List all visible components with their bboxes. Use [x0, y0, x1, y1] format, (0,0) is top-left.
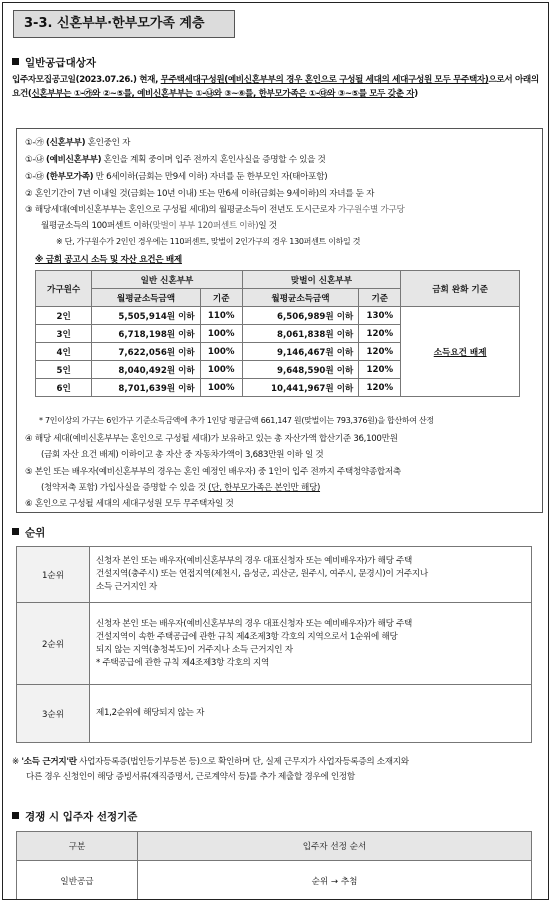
text-span: '소득 근거지'란 — [21, 757, 77, 767]
text-span: (맞벌이 부부 120퍼센트 이하) — [149, 221, 259, 231]
text-span: 월평균소득의 100퍼센트 이하 — [41, 221, 150, 231]
table-row — [17, 861, 532, 901]
text-span: ①-㉰ — [25, 172, 46, 182]
section-header — [13, 10, 235, 38]
intro-end: ) — [414, 89, 418, 99]
text-span: 사업자등록증(법인등기부등본 등)으로 확인하며 단, 실제 근무지가 사업자등록증의 소재지와 — [76, 757, 409, 767]
cell-single-amount: 5,505,914원 이하 — [92, 307, 200, 325]
cell-dual-pct: 130% — [359, 307, 401, 325]
cell-category: 일반공급 — [17, 861, 138, 901]
cell-members: 3인 — [36, 325, 92, 343]
cell-members: 6인 — [36, 379, 92, 397]
rank-table — [16, 546, 532, 743]
text-span: 건설지역이 속한 주택공급에 관한 규칙 제4조제3항 각호의 지역으로서 1순위에 해당 — [96, 631, 398, 642]
income-base-note — [12, 755, 546, 785]
req-marriage-period: ② 혼인기간이 7년 이내일 것(금회는 10년 이내) 또는 만6세 이하(금회는 9세이하)의 자녀를 둔 자 — [25, 189, 375, 199]
section-header-title: 3-3. 신혼부부·한부모가족 계층 — [24, 16, 205, 31]
rank-description — [90, 685, 532, 743]
rank-label: 1순위 — [17, 547, 90, 603]
req-income-line1 — [25, 203, 404, 215]
cell-single-pct: 100% — [200, 379, 242, 397]
table-row — [17, 685, 532, 743]
intro-homeless: 무주택세대구성원(예비신혼부부의 경우 혼인으로 구성될 세대의 세대구성원 모두 무주택자) — [160, 75, 489, 85]
req-assets-line2: (금회 자산 요건 배제) 이하이고 총 자산 중 자동차가액이 3,683만원 이하 일 것 — [41, 450, 324, 460]
square-bullet-icon — [12, 528, 19, 535]
cell-dual-amount: 6,506,989원 이하 — [242, 307, 359, 325]
text-span: 신청자 본인 또는 배우자(예비신혼부부의 경우 대표신청자 또는 예비배우자)가 해당 주택 — [96, 556, 413, 566]
text-span: ③ 해당세대(예비신혼부부는 혼인으로 구성될 세대)의 월평균소득이 전년도 도시근로자 — [25, 205, 336, 215]
square-bullet-icon — [12, 58, 19, 65]
req-pre-newlywed — [25, 153, 326, 165]
text-span: (신혼부부) — [45, 138, 86, 148]
text-span: 일 것 — [258, 221, 277, 231]
col-relax: 금회 완화 기준 — [401, 271, 520, 307]
cell-selection-order: 순위 → 추첨 — [138, 861, 532, 901]
table-caption: ※ 금회 공고시 소득 및 자산 요건은 배제 — [35, 255, 182, 265]
cell-dual-pct: 120% — [359, 379, 401, 397]
cell-dual-pct: 120% — [359, 361, 401, 379]
rank-heading — [12, 525, 45, 540]
col-single: 일반 신혼부부 — [92, 271, 242, 289]
text-span: ①-㉮ — [25, 138, 46, 148]
req-savings-line1: ⑤ 본인 또는 배우자(예비신혼부부의 경우는 혼인 예정인 배우자) 중 1인이 입주 전까지 주택청약종합저축 — [25, 467, 401, 477]
table-row — [17, 547, 532, 603]
general-supply-heading — [12, 55, 96, 70]
cell-relax-value: 소득요건 배제 — [401, 307, 520, 397]
col-category: 구분 — [17, 832, 138, 861]
table-row — [17, 603, 532, 685]
col-dual-amount: 월평균소득금액 — [242, 289, 359, 307]
cell-dual-amount: 8,061,838원 이하 — [242, 325, 359, 343]
req-single-parent — [25, 170, 327, 182]
cell-dual-pct: 120% — [359, 325, 401, 343]
text-span: 되지 않는 지역(충청북도)이 거주지나 소득 근거지인 자 — [96, 644, 293, 655]
req-assets-line1: ④ 해당 세대(예비신혼부부는 혼인으로 구성될 세대)가 보유하고 있는 총 자산가액 합산기준 36,100만원 — [25, 434, 398, 444]
req-income-note: ※ 단, 가구원수가 2인인 경우에는 110퍼센트, 맞벌이 2인가구의 경우 130퍼센트 이하일 것 — [56, 237, 361, 246]
text-span: 다른 경우 신청인이 해당 증빙서류(재직증명서, 근로계약서 등)를 추가 제출할 경우에 인정함 — [26, 772, 355, 782]
intro-date: 입주자모집공고일(2023.07.26.) 현재, — [12, 75, 161, 85]
cell-single-amount: 7,622,056원 이하 — [92, 343, 200, 361]
col-single-criteria: 기준 — [200, 289, 242, 307]
cell-single-amount: 8,040,492원 이하 — [92, 361, 200, 379]
text-span: ①-㉯ — [25, 155, 46, 165]
text-span: (예비신혼부부) — [45, 155, 102, 165]
competition-title: 경쟁 시 입주자 선정기준 — [25, 811, 138, 823]
general-supply-title: 일반공급대상자 — [25, 57, 97, 69]
text-span: (청약저축 포함) 가입사실을 증명할 수 있을 것 — [41, 483, 209, 493]
text-span: * 주택공급에 관한 규칙 제4조제3항 각호의 지역 — [96, 657, 269, 668]
cell-dual-amount: 9,146,467원 이하 — [242, 343, 359, 361]
text-span: (단, 한부모가족은 본인만 해당) — [208, 483, 321, 493]
col-dual: 맞벌이 신혼부부 — [242, 271, 401, 289]
rank-description — [90, 547, 532, 603]
cell-single-pct: 100% — [200, 325, 242, 343]
text-span: 소득 근거지인 자 — [96, 582, 157, 592]
cell-dual-pct: 120% — [359, 343, 401, 361]
cell-single-amount: 8,701,639원 이하 — [92, 379, 200, 397]
col-single-amount: 월평균소득금액 — [92, 289, 200, 307]
table-row — [36, 307, 520, 325]
text-span: 가구원수별 가구당 — [335, 205, 405, 215]
cell-single-pct: 100% — [200, 361, 242, 379]
cell-members: 5인 — [36, 361, 92, 379]
rank-label: 2순위 — [17, 603, 90, 685]
cell-dual-amount: 9,648,590원 이하 — [242, 361, 359, 379]
cell-members: 2인 — [36, 307, 92, 325]
income-table — [35, 270, 520, 397]
rank-description — [90, 603, 532, 685]
req-savings-line2 — [41, 481, 320, 493]
cell-dual-amount: 10,441,967원 이하 — [242, 379, 359, 397]
col-selection-order: 입주자 선정 순서 — [138, 832, 532, 861]
document-page — [2, 2, 549, 900]
req-homeless-household: ⑥ 혼인으로 구성될 세대의 세대구성원 모두 무주택자일 것 — [25, 499, 234, 509]
col-members: 가구원수 — [36, 271, 92, 307]
cell-single-pct: 100% — [200, 343, 242, 361]
competition-table — [16, 831, 532, 900]
note-seven-members: * 7인이상의 가구는 6인가구 기준소득금액에 추가 1인당 평균금액 661,147 원(맞벌이는 793,376원)을 합산하여 산정 — [39, 416, 434, 425]
rank-title: 순위 — [25, 527, 46, 539]
col-dual-criteria: 기준 — [359, 289, 401, 307]
rank-label: 3순위 — [17, 685, 90, 743]
intro-conditions: 신혼부부는 ①-㉮와 ②~⑤를, 예비신혼부부는 ①-㉯와 ③~⑥를, 한부모가족은 ①-㉰와 ③~⑤를 모두 갖춘 자 — [31, 89, 415, 99]
req-newlywed — [25, 136, 130, 148]
cell-members: 4인 — [36, 343, 92, 361]
text-span: 건설지역(충주시) 또는 연접지역(제천시, 음성군, 괴산군, 원주시, 여주시, 문경시)이 거주지나 — [96, 569, 428, 579]
competition-heading — [12, 809, 137, 824]
eligibility-intro — [12, 73, 542, 101]
square-bullet-icon — [12, 812, 19, 819]
text-span: 신청자 본인 또는 배우자(예비신혼부부의 경우 대표신청자 또는 예비배우자)가 해당 주택 — [96, 618, 413, 629]
text-span: ※ — [12, 757, 22, 767]
text-span: 제1,2순위에 해당되지 않는 자 — [96, 708, 205, 718]
text-span: 혼인을 계획 중이며 입주 전까지 혼인사실을 증명할 수 있을 것 — [101, 155, 326, 165]
cell-single-amount: 6,718,198원 이하 — [92, 325, 200, 343]
text-span: 만 6세이하(금회는 만9세 이하) 자녀를 둔 한부모인 자(태아포함) — [93, 172, 328, 182]
text-span: (한부모가족) — [45, 172, 94, 182]
cell-single-pct: 110% — [200, 307, 242, 325]
intro-mid: 으로서 아래의 요건( — [12, 75, 539, 99]
req-income-line2 — [41, 219, 277, 231]
text-span: 혼인중인 자 — [85, 138, 131, 148]
